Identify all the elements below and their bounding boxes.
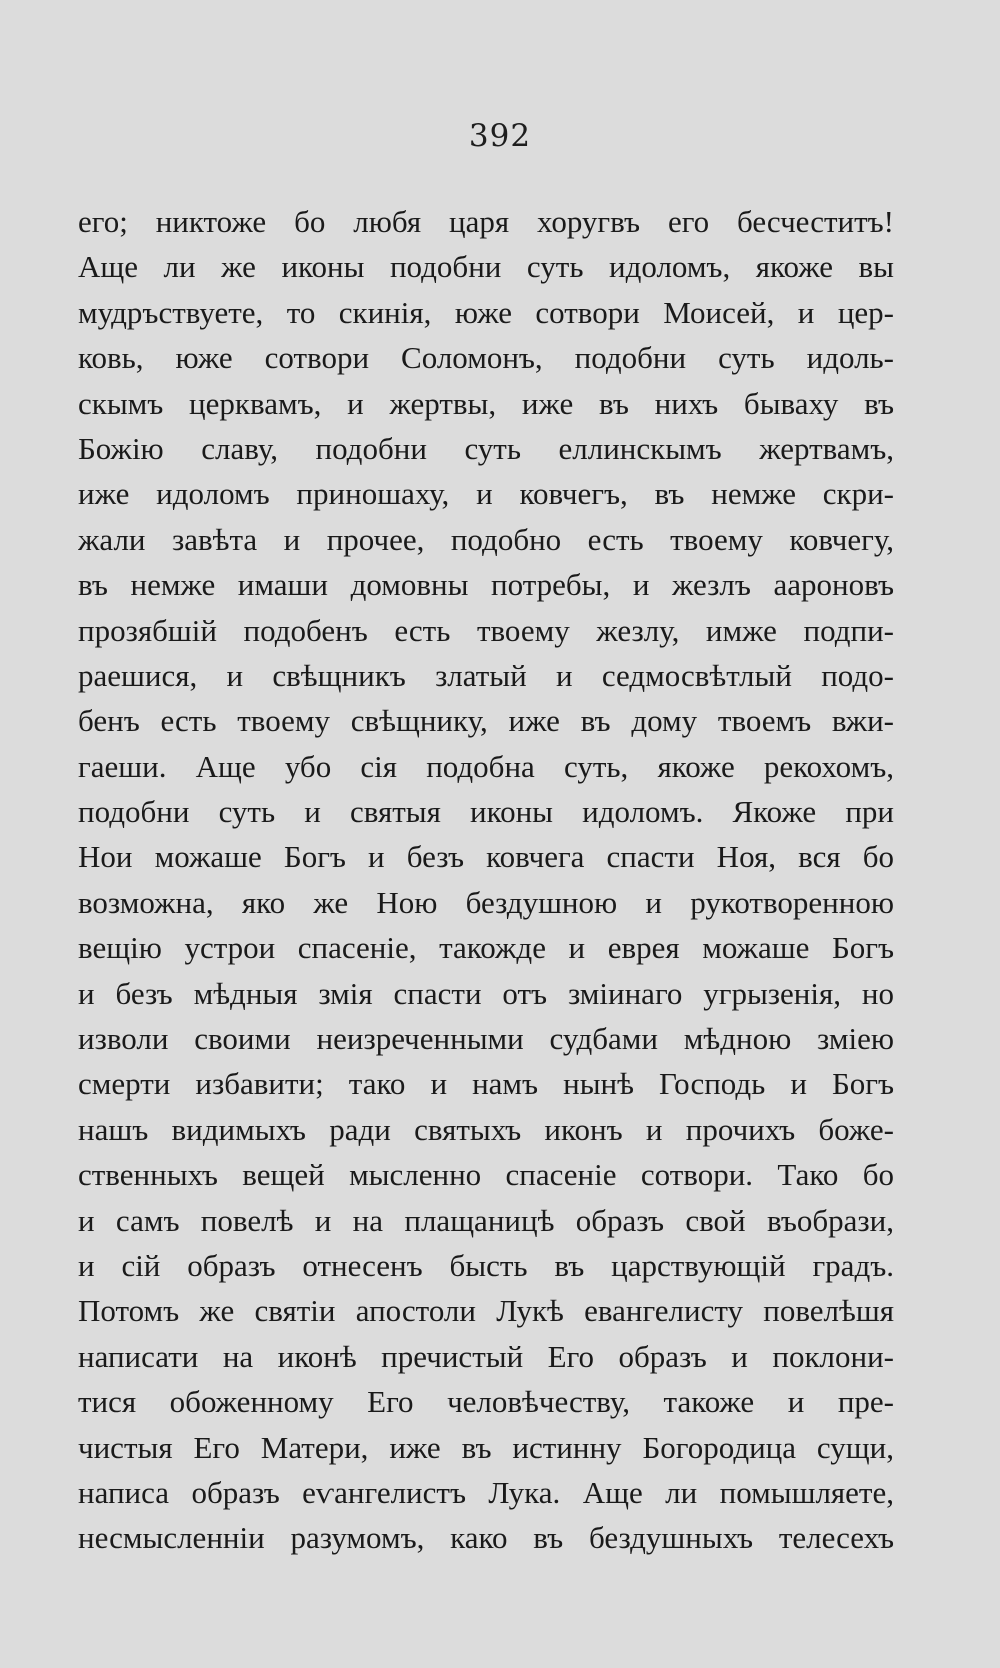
- text-line: смерти избавити; тако и намъ нынѣ Господь и Богъ: [78, 1066, 894, 1102]
- text-line: скымъ церквамъ, и жертвы, иже въ нихъ бываху въ: [78, 385, 894, 421]
- text-line: Божію славу, подобни суть еллинскымъ жертвамъ,: [78, 430, 894, 466]
- text-line: несмысленніи разумомъ, како въ бездушныхъ телесехъ: [78, 1520, 894, 1556]
- text-line: и безъ мѣдныя змія спасти отъ зміинаго угрызенія, но: [78, 975, 894, 1011]
- text-line: чистыя Его Матери, иже въ истинну Богородица сущи,: [78, 1429, 894, 1465]
- text-line: и самъ повелѣ и на плащаницѣ образъ свой въобрази,: [78, 1202, 894, 1238]
- text-line: жали завѣта и прочее, подобно есть твоему ковчегу,: [78, 521, 894, 557]
- text-line: изволи своими неизреченными судбами мѣдною зміею: [78, 1021, 894, 1057]
- text-line: ственныхъ вещей мысленно спасеніе сотвори. Тако бо: [78, 1157, 894, 1193]
- text-line: Аще ли же иконы подобни суть идоломъ, якоже вы: [78, 249, 894, 285]
- text-line: и сій образъ отнесенъ бысть въ царствующій градъ.: [78, 1247, 894, 1283]
- text-line: мудръствуете, то скинія, юже сотвори Моисей, и цер-: [78, 294, 894, 330]
- text-line: Потомъ же святіи апостоли Лукѣ евангелисту повелѣшя: [78, 1293, 894, 1329]
- text-line: Нои можаше Богъ и безъ ковчега спасти Ноя, вся бо: [78, 839, 894, 875]
- text-line: возможна, яко же Ною бездушною и рукотворенною: [78, 884, 894, 920]
- text-line: прозябшій подобенъ есть твоему жезлу, имже подпи-: [78, 612, 894, 648]
- text-line: подобни суть и святыя иконы идоломъ. Якоже при: [78, 794, 894, 830]
- text-line: нашъ видимыхъ ради святыхъ иконъ и прочихъ боже-: [78, 1111, 894, 1147]
- text-line: раешися, и свѣщникъ златый и седмосвѣтлый подо-: [78, 657, 894, 693]
- text-line: гаеши. Аще убо сія подобна суть, якоже рекохомъ,: [78, 748, 894, 784]
- text-line: написа образъ еѵангелистъ Лука. Аще ли помышляете,: [78, 1474, 894, 1510]
- text-line: бенъ есть твоему свѣщнику, иже въ дому твоемъ вжи-: [78, 703, 894, 739]
- text-line: вещію устрои спасеніе, такожде и еврея можаше Богъ: [78, 930, 894, 966]
- text-line: иже идоломъ приношаху, и ковчегъ, въ немже скри-: [78, 476, 894, 512]
- text-line: его; никтоже бо любя царя хоругвъ его бесчеститъ!: [78, 204, 894, 239]
- text-line: написати на иконѣ пречистый Его образъ и поклони-: [78, 1338, 894, 1374]
- text-line: ковь, юже сотвори Соломонъ, подобни суть идоль-: [78, 340, 894, 376]
- text-line: тися обоженному Его человѣчеству, такоже и пре-: [78, 1384, 894, 1420]
- page-number: 392: [468, 118, 532, 154]
- text-line: въ немже имаши домовны потребы, и жезлъ аароновъ: [78, 567, 894, 603]
- body-text: [78, 199, 894, 1561]
